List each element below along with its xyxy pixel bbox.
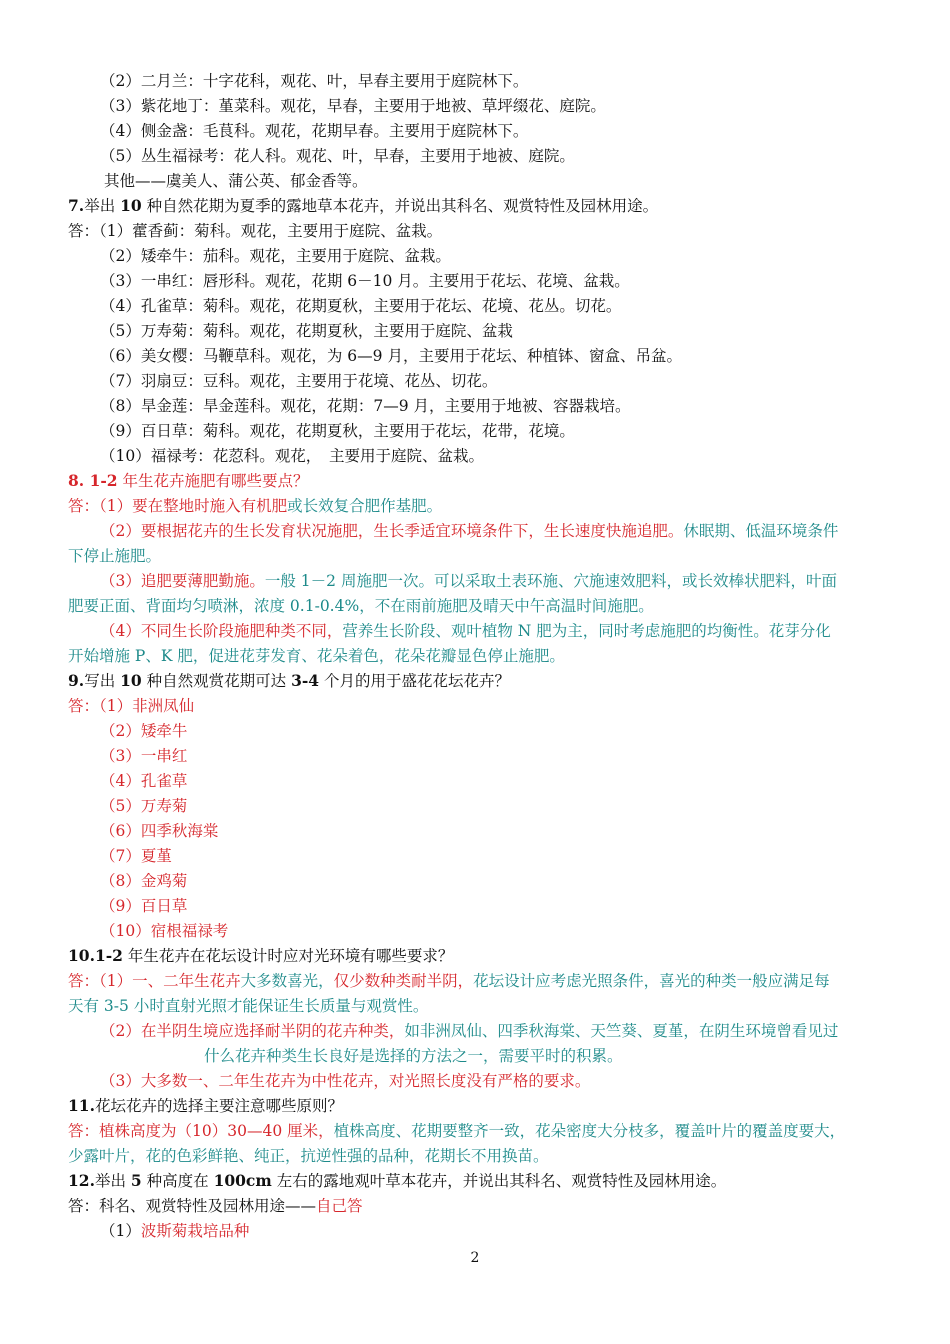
list-item: （2）矮牵牛 xyxy=(100,722,188,740)
question-heading xyxy=(68,471,309,491)
list-item: （5）丛生福禄考：花人科。观花、叶，早春，主要用于地被、庭院。 xyxy=(100,147,575,165)
question-count: 5 xyxy=(130,1171,142,1190)
list-item: （7）羽扇豆：豆科。观花，主要用于花境、花丛、切花。 xyxy=(100,372,498,390)
list-item: （4）侧金盏：毛茛科。观花，花期早春。主要用于庭院林下。 xyxy=(100,122,529,140)
answer-line xyxy=(100,571,837,591)
answer-line xyxy=(100,621,831,641)
answer-text: 一般 1－2 周施肥一次。可以采取土表环施、穴施速效肥料，或长效棒状肥料，叶面 xyxy=(264,572,837,590)
list-item-text: 波斯菊栽培品种 xyxy=(140,1222,250,1240)
question-height: 100cm xyxy=(213,1171,272,1190)
answer-text: 生长季适宜环境条件下，生长速度快施追肥。 xyxy=(373,522,684,540)
question-heading xyxy=(68,1096,343,1116)
question-number: 10.1-2 xyxy=(68,946,123,965)
answer-prefix: 答： xyxy=(68,1122,100,1140)
answer-text: （4）不同生长阶段施肥种类不同， xyxy=(100,622,343,640)
question-range: 3-4 xyxy=(291,671,320,690)
answer-line xyxy=(100,521,838,541)
answer-text: 自己答 xyxy=(316,1197,363,1215)
list-item: （10）宿根福禄考 xyxy=(100,922,229,940)
list-item: （10）福禄考：花荵科。观花， 主要用于庭院、盆栽。 xyxy=(100,447,484,465)
answer-text: （2）要根据花卉的生长发育状况施肥， xyxy=(100,522,374,540)
answer-text: 或长效复合肥作基肥。 xyxy=(287,497,443,515)
answer-prefix: 答：科名、观赏特性及园林用途—— xyxy=(68,1197,317,1215)
answer-text: 大多数喜光， xyxy=(240,972,334,990)
answer-line: 少露叶片，花的色彩鲜艳、纯正，抗逆性强的品种，花期长不用换苗。 xyxy=(68,1147,549,1165)
answer-prefix: 答： xyxy=(68,222,100,240)
answer-text: （1）要在整地时施入有机肥 xyxy=(99,497,288,515)
question-text: 个月的用于盛花花坛花卉？ xyxy=(319,672,511,690)
question-number: 7. xyxy=(68,196,85,215)
answer-line xyxy=(68,1196,363,1216)
question-text: 年生花卉施肥有哪些要点？ xyxy=(117,472,309,490)
list-item: （9）百日草 xyxy=(100,897,188,915)
list-item: （1）藿香蓟：菊科。观花，主要用于庭院、盆栽。 xyxy=(99,222,443,240)
list-item: （4）孔雀草：菊科。观花，花期夏秋，主要用于花坛、花境、花丛。切花。 xyxy=(100,297,622,315)
list-item-number: （1） xyxy=(100,1222,141,1240)
question-text: 举出 xyxy=(94,1172,131,1190)
list-item: （9）百日草：菊科。观花，花期夏秋，主要用于花坛，花带，花境。 xyxy=(100,422,575,440)
question-count: 10 xyxy=(120,671,142,690)
list-item: （3）一串红：唇形科。观花，花期 6－10 月。主要用于花坛、花境、盆栽。 xyxy=(100,272,630,290)
list-item: （2）二月兰：十字花科，观花、叶，早春主要用于庭院林下。 xyxy=(100,72,529,90)
answer-text: （1）一、二年生花卉 xyxy=(99,972,241,990)
answer-text: （2）在半阴生境应选择耐半阴的花卉种类， xyxy=(100,1022,405,1040)
question-number: 8. 1-2 xyxy=(68,471,118,490)
question-heading xyxy=(68,671,510,691)
question-text: 种自然花期为夏季的露地草本花卉，并说出其科名、观赏特性及园林用途。 xyxy=(141,197,659,215)
list-item: （3）紫花地丁：堇菜科。观花，早春，主要用于地被、草坪缀花、庭院。 xyxy=(100,97,606,115)
answer-line: 开始增施 P、K 肥，促进花芽发育、花朵着色，花朵花瓣显色停止施肥。 xyxy=(68,647,565,665)
question-heading xyxy=(68,196,658,216)
question-text: 种自然观赏花期可达 xyxy=(141,672,292,690)
answer-line: 天有 3-5 小时直射光照才能保证生长质量与观赏性。 xyxy=(68,997,429,1015)
page-number: 2 xyxy=(470,1250,480,1266)
answer-text: 如非洲凤仙、四季秋海棠、天竺葵、夏堇，在阴生环境曾看见过 xyxy=(404,1022,839,1040)
list-item: （2）矮牵牛：茄科。观花，主要用于庭院、盆栽。 xyxy=(100,247,451,265)
question-number: 12. xyxy=(68,1171,95,1190)
answer-line xyxy=(100,1021,838,1041)
answer-text: 植株高度为（10）30—40 厘米， xyxy=(99,1122,334,1140)
list-item: （8）旱金莲：旱金莲科。观花，花期：7—9 月，主要用于地被、容器栽培。 xyxy=(100,397,631,415)
list-item: 其他——虞美人、蒲公英、郁金香等。 xyxy=(104,172,368,190)
list-item: （5）万寿菊：菊科。观花，花期夏秋，主要用于庭院、盆栽 xyxy=(100,322,513,340)
answer-line xyxy=(68,1121,845,1141)
list-item: （6）四季秋海棠 xyxy=(100,822,219,840)
answer-prefix: 答： xyxy=(68,697,100,715)
list-item: （1）非洲凤仙 xyxy=(99,697,195,715)
answer-text: 仅少数种类耐半阴， xyxy=(333,972,474,990)
answer-line: 下停止施肥。 xyxy=(68,547,162,565)
answer-line: （3）大多数一、二年生花卉为中性花卉，对光照长度没有严格的要求。 xyxy=(100,1072,591,1090)
question-count: 10 xyxy=(120,196,142,215)
question-text: 左右的露地观叶草本花卉，并说出其科名、观赏特性及园林用途。 xyxy=(271,1172,727,1190)
list-item: （5）万寿菊 xyxy=(100,797,188,815)
answer-text: 营养生长阶段、观叶植物 N 肥为主，同时考虑施肥的均衡性。花芽分化 xyxy=(342,622,831,640)
list-item: （7）夏堇 xyxy=(100,847,172,865)
list-item: （6）美女樱：马鞭草科。观花，为 6—9 月，主要用于花坛、种植钵、窗盒、吊盆。 xyxy=(100,347,682,365)
answer-line xyxy=(68,696,194,716)
answer-prefix: 答： xyxy=(68,972,100,990)
list-item xyxy=(100,1221,249,1241)
answer-line: 什么花卉种类生长良好是选择的方法之一，需要平时的积累。 xyxy=(204,1047,623,1065)
list-item: （3）一串红 xyxy=(100,747,188,765)
question-text: 年生花卉在花坛设计时应对光环境有哪些要求？ xyxy=(122,947,454,965)
answer-line xyxy=(68,221,442,241)
answer-text: 休眠期、低温环境条件 xyxy=(683,522,839,540)
answer-text: 花坛设计应考虑光照条件，喜光的种类一般应满足每 xyxy=(473,972,830,990)
list-item: （4）孔雀草 xyxy=(100,772,188,790)
question-text: 写出 xyxy=(84,672,121,690)
answer-line: 肥要正面、背面均匀喷淋，浓度 0.1-0.4%，不在雨前施肥及晴天中午高温时间施肥。 xyxy=(68,597,654,615)
question-text: 举出 xyxy=(84,197,121,215)
list-item: （8）金鸡菊 xyxy=(100,872,188,890)
answer-text: （3）追肥要薄肥勤施。 xyxy=(100,572,265,590)
answer-prefix: 答： xyxy=(68,497,100,515)
answer-line xyxy=(68,971,830,991)
question-number: 9. xyxy=(68,671,85,690)
question-heading xyxy=(68,1171,726,1191)
question-number: 11. xyxy=(68,1096,95,1115)
answer-text: 植株高度、花期要整齐一致，花朵密度大分枝多，覆盖叶片的覆盖度要大， xyxy=(333,1122,846,1140)
answer-line xyxy=(68,496,442,516)
question-text: 种高度在 xyxy=(141,1172,214,1190)
question-text: 花坛花卉的选择主要注意哪些原则？ xyxy=(94,1097,343,1115)
question-heading xyxy=(68,946,453,966)
